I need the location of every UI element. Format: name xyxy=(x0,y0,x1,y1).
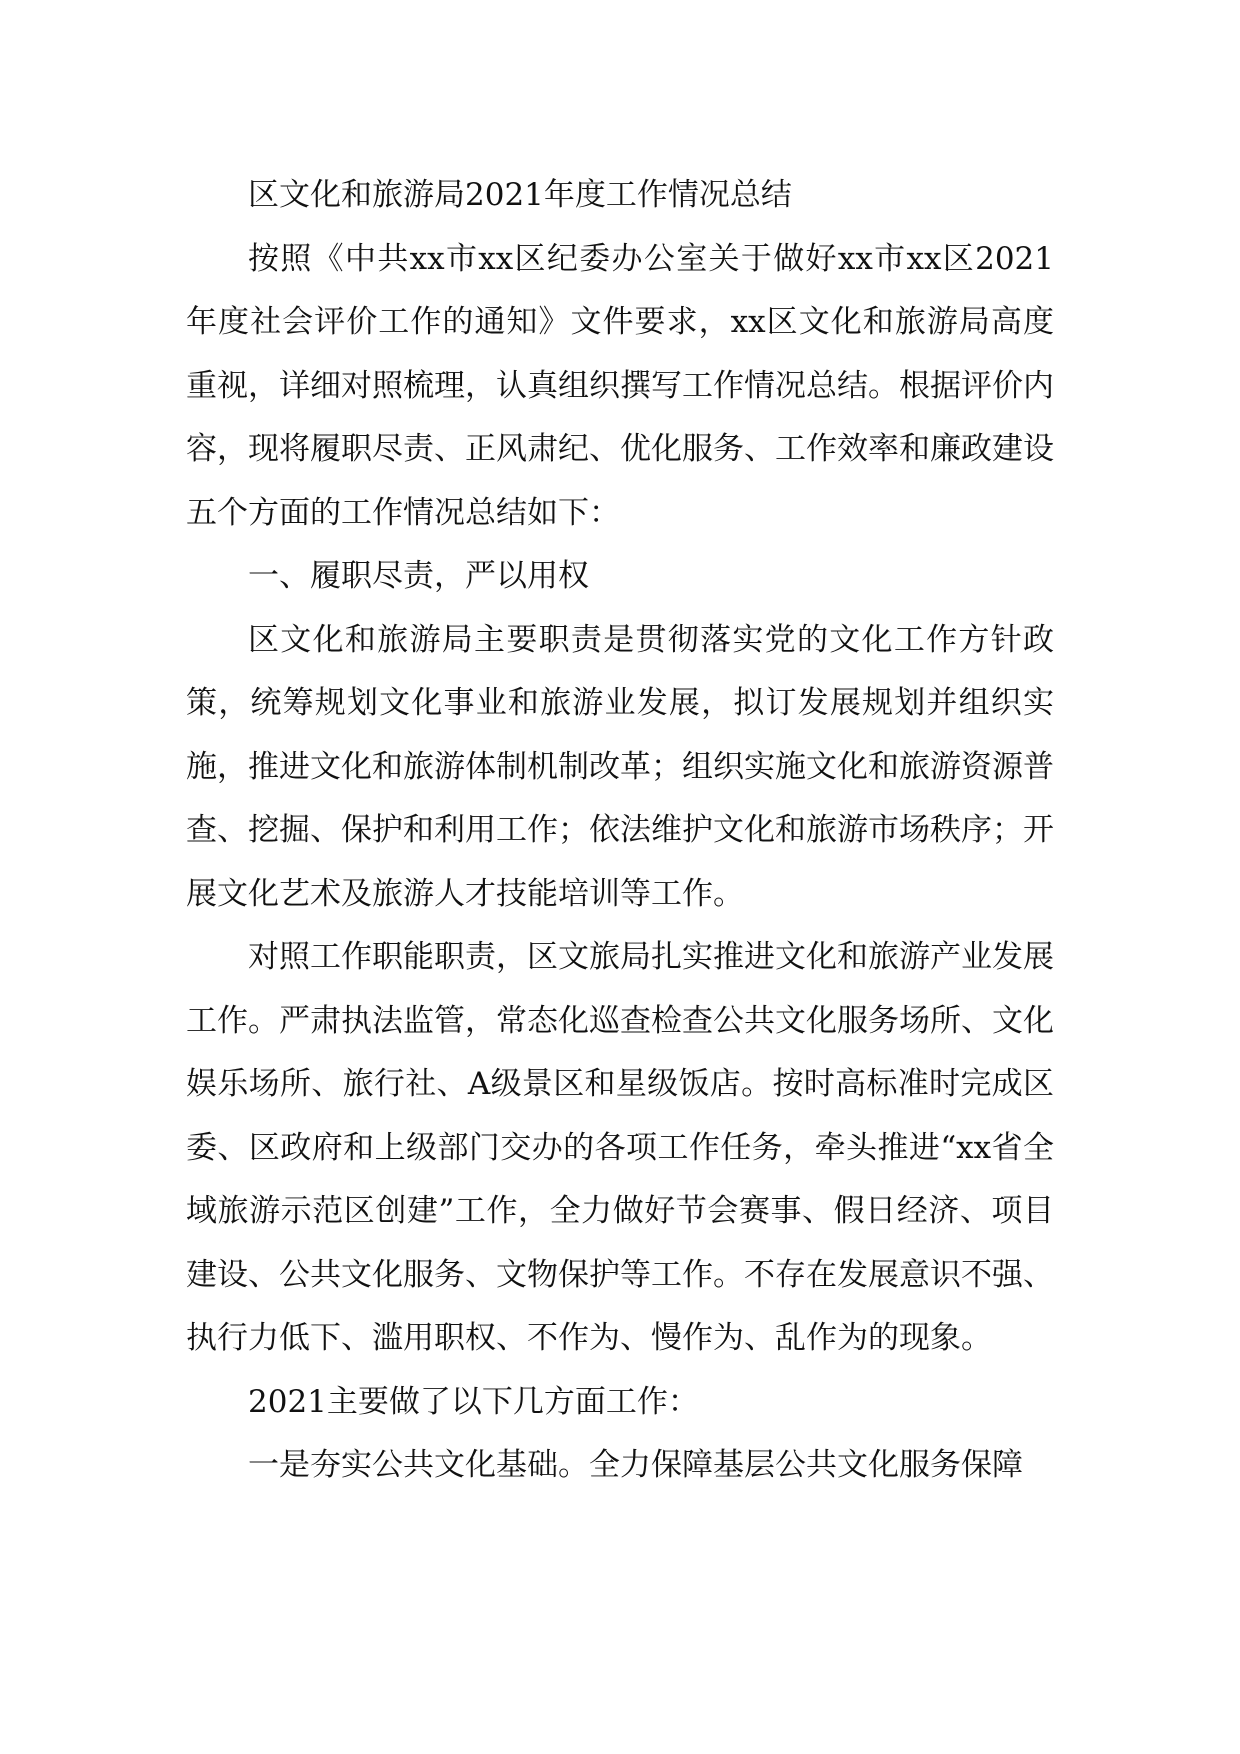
paragraph-2021-intro: 2021主要做了以下几方面工作： xyxy=(248,1383,699,1420)
document-body xyxy=(186,164,1054,1498)
section-heading-1: 一、履职尽责，严以用权 xyxy=(248,558,589,594)
paragraph-intro: 按照《中共xx市xx区纪委办公室关于做好xx市xx区2021年度社会评价工作的通知》文件要求，xx区文化和旅游局高度重视，详细对照梳理，认真组织撰写工作情况总结。根据评价内容，现将履职尽责、正风肃纪、优化服务、工作效率和廉政建设五个方面的工作情况总结如下： xyxy=(186,240,1054,531)
paragraph-item-1: 一是夯实公共文化基础。全力保障基层公共文化服务保障 xyxy=(248,1447,1023,1483)
paragraph-duties: 区文化和旅游局主要职责是贯彻落实党的文化工作方针政策，统筹规划文化事业和旅游业发展，拟订发展规划并组织实施，推进文化和旅游体制机制改革；组织实施文化和旅游资源普查、挖掘、保护和利用工作；依法维护文化和旅游市场秩序；开展文化艺术及旅游人才技能培训等工作。 xyxy=(186,621,1054,912)
document-title: 区文化和旅游局2021年度工作情况总结 xyxy=(248,177,792,213)
paragraph-work-status: 对照工作职能职责，区文旅局扎实推进文化和旅游产业发展工作。严肃执法监管，常态化巡查检查公共文化服务场所、文化娱乐场所、旅行社、A级景区和星级饭店。按时高标准时完成区委、区政府和上级部门交办的各项工作任务，牵头推进“xx省全域旅游示范区创建”工作，全力做好节会赛事、假日经济、项目建设、公共文化服务、文物保护等工作。不存在发展意识不强、执行力低下、滥用职权、不作为、慢作为、乱作为的现象。 xyxy=(186,939,1054,1356)
